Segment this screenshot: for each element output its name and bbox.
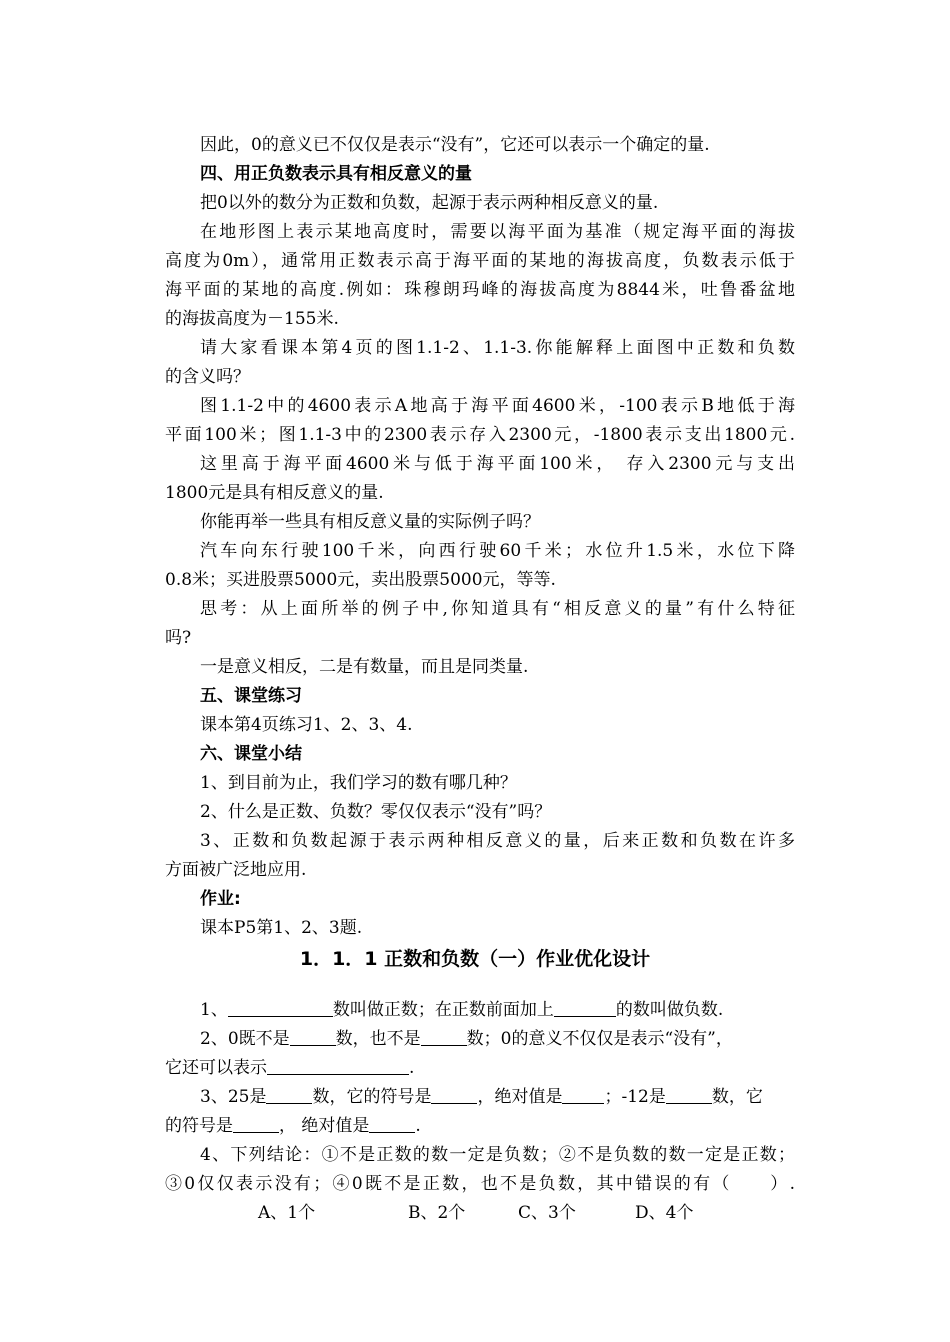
paragraph: 高度为0m），通常用正数表示高于海平面的某地的海拔高度，负数表示低于 [165,251,795,271]
section-heading-6: 六、课堂小结 [200,744,302,764]
paragraph: 平面100米；图1.1-3中的2300表示存入2300元，-1800表示支出1800元. [165,425,795,445]
paragraph: 海平面的某地的高度.例如：珠穆朗玛峰的海拔高度为8844米，吐鲁番盆地 [165,280,795,300]
option-c: C、3个 [518,1203,576,1223]
paragraph: 吗? [165,628,192,648]
paragraph: 图1.1-2中的4600表示A地高于海平面4600米，-100表示B地低于海 [200,396,795,416]
section-heading-4: 四、用正负数表示具有相反意义的量 [200,164,472,184]
answer-blank[interactable] [266,1087,312,1104]
summary-item: 3、正数和负数起源于表示两种相反意义的量，后来正数和负数在许多 [200,831,795,851]
paragraph: 的海拔高度为－155米. [165,309,339,329]
answer-blank[interactable] [666,1087,712,1104]
question-4: 4、下列结论：①不是正数的数一定是负数；②不是负数的数一定是正数； [200,1145,795,1165]
paragraph: 一是意义相反，二是有数量，而且是同类量. [200,657,529,677]
homework-text: 课本P5第1、2、3题. [200,918,363,938]
paragraph: 你能再举一些具有相反意义量的实际例子吗？ [200,512,540,532]
paragraph: 汽车向东行驶100千米，向西行驶60千米；水位升1.5米，水位下降 [200,541,795,561]
paragraph: 这里高于海平面4600米与低于海平面100米， 存入2300元与支出 [200,454,795,474]
paragraph: 0.8米；买进股票5000元，卖出股票5000元，等等. [165,570,556,590]
paragraph: 的含义吗？ [165,367,250,387]
answer-blank[interactable] [369,1116,415,1133]
question-3: 3、25是 数，它的符号是 ，绝对值是 ；-12是 数，它 [200,1087,763,1107]
section-heading-5: 五、课堂练习 [200,686,302,706]
question-4-cont: ③0仅仅表示没有；④0既不是正数，也不是负数，其中错误的有（ ）. [165,1174,795,1194]
paragraph: 在地形图上表示某地高度时，需要以海平面为基准（规定海平面的海拔 [200,222,795,242]
paragraph: 思考：从上面所举的例子中,你知道具有“相反意义的量”有什么特征 [200,599,795,619]
answer-blank[interactable] [228,1000,333,1017]
worksheet-title: 1．1．1 正数和负数（一）作业优化设计 [299,948,651,970]
answer-blank[interactable] [233,1116,279,1133]
summary-item: 1、到目前为止，我们学习的数有哪几种？ [200,773,517,793]
summary-item: 2、什么是正数、负数？零仅仅表示“没有”吗？ [200,802,552,822]
summary-item: 方面被广泛地应用. [165,860,307,880]
answer-blank[interactable] [554,1000,616,1017]
homework-label: 作业: [200,889,241,909]
answer-blank[interactable] [562,1087,604,1104]
paragraph: 请大家看课本第4页的图1.1-2、1.1-3.你能解释上面图中正数和负数 [200,338,795,358]
answer-blank[interactable] [431,1087,477,1104]
answer-blank[interactable] [421,1029,467,1046]
option-b: B、2个 [408,1203,466,1223]
paragraph: 因此，0的意义已不仅仅是表示“没有”，它还可以表示一个确定的量. [200,135,710,155]
option-a: A、1个 [258,1203,316,1223]
question-3-cont: 的符号是 ， 绝对值是 . [165,1116,421,1136]
question-1: 1、 数叫做正数；在正数前面加上 的数叫做负数. [200,1000,724,1020]
paragraph: 把0以外的数分为正数和负数，起源于表示两种相反意义的量. [200,193,659,213]
question-2: 2、0既不是 数，也不是 数；0的意义不仅仅是表示“没有”， [200,1029,733,1049]
paragraph: 课本第4页练习1、2、3、4. [200,715,413,735]
paragraph: 1800元是具有相反意义的量. [165,483,384,503]
option-d: D、4个 [635,1203,694,1223]
answer-blank[interactable] [267,1058,409,1075]
question-2-cont: 它还可以表示 . [165,1058,415,1078]
answer-blank[interactable] [290,1029,336,1046]
